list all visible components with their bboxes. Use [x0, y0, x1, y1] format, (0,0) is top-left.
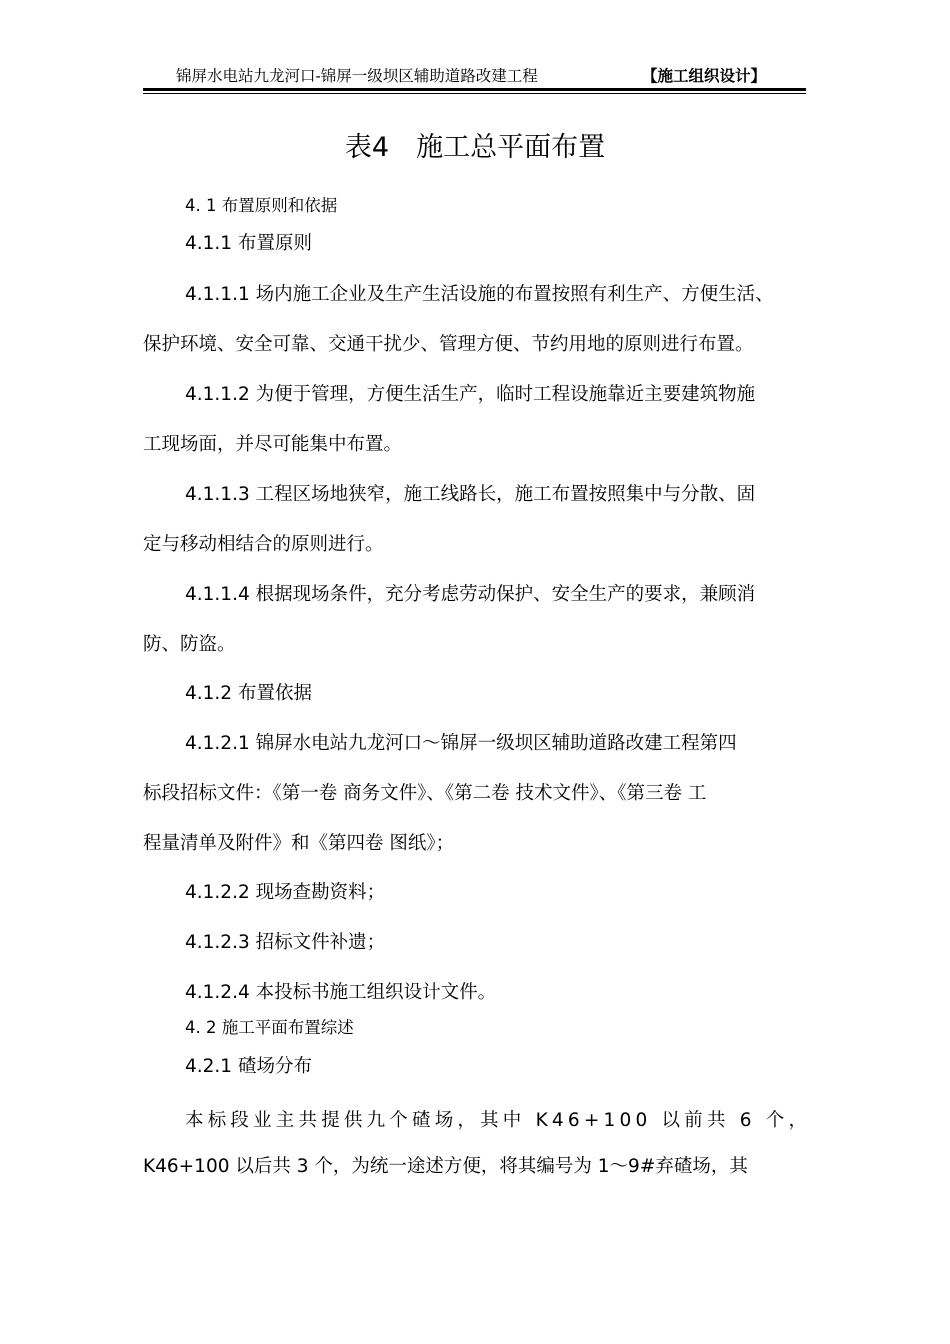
header-rule-thick — [143, 88, 806, 91]
paragraph-4-1-2-4: 4.1.2.4 本投标书施工组织设计文件。 — [185, 982, 497, 1003]
paragraph-4-1-1-2-line-1: 4.1.1.2 为便于管理，方便生活生产，临时工程设施靠近主要建筑物施 — [185, 384, 756, 405]
paragraph-4-1-2-2: 4.1.2.2 现场查勘资料； — [185, 882, 386, 903]
paragraph-4-1-2-3: 4.1.2.3 招标文件补遗； — [185, 932, 386, 953]
section-heading-4-1: 4. 1 布置原则和依据 — [185, 196, 338, 215]
paragraph-4-1-1-3-line-2: 定与移动相结合的原则进行。 — [143, 534, 384, 555]
paragraph-4-1-1-3-line-1: 4.1.1.3 工程区场地狭窄，施工线路长，施工布置按照集中与分散、固 — [185, 484, 756, 505]
paragraph-4-2-1-line-2: K46+100 以后共 3 个，为统一途述方便，将其编号为 1～9#弃碴场，其 — [143, 1156, 748, 1177]
subsection-heading-4-2-1: 4.2.1 碴场分布 — [185, 1056, 312, 1077]
paragraph-4-1-1-1-line-1: 4.1.1.1 场内施工企业及生产生活设施的布置按照有利生产、方便生活、 — [185, 284, 774, 305]
page-title: 表4 施工总平面布置 — [344, 132, 606, 163]
subsection-heading-4-1-2: 4.1.2 布置依据 — [185, 683, 312, 704]
paragraph-4-1-2-1-line-3: 程量清单及附件》和《第四卷 图纸》； — [143, 833, 455, 854]
paragraph-4-1-1-2-line-2: 工现场面，并尽可能集中布置。 — [143, 434, 403, 455]
paragraph-4-1-1-4-line-1: 4.1.1.4 根据现场条件，充分考虑劳动保护、安全生产的要求，兼顾消 — [185, 584, 756, 605]
header-rule-thin — [143, 93, 806, 94]
subsection-heading-4-1-1: 4.1.1 布置原则 — [185, 233, 312, 254]
section-heading-4-2: 4. 2 施工平面布置综述 — [185, 1018, 354, 1037]
paragraph-4-1-2-1-line-2: 标段招标文件：《第一卷 商务文件》、《第二卷 技术文件》、《第三卷 工 — [143, 783, 707, 804]
paragraph-4-2-1-line-1: 本标段业主共提供九个碴场，其中 K46+100 以前共 6 个， — [185, 1110, 812, 1131]
paragraph-4-1-1-4-line-2: 防、防盗。 — [143, 634, 236, 655]
paragraph-4-1-2-1-line-1: 4.1.2.1 锦屏水电站九龙河口～锦屏一级坝区辅助道路改建工程第四 — [185, 733, 737, 754]
header-document-type: 【施工组织设计】 — [642, 67, 767, 85]
header-project-name: 锦屏水电站九龙河口-锦屏一级坝区辅助道路改建工程 — [176, 67, 538, 85]
paragraph-4-1-1-1-line-2: 保护环境、安全可靠、交通干扰少、管理方便、节约用地的原则进行布置。 — [143, 334, 754, 355]
